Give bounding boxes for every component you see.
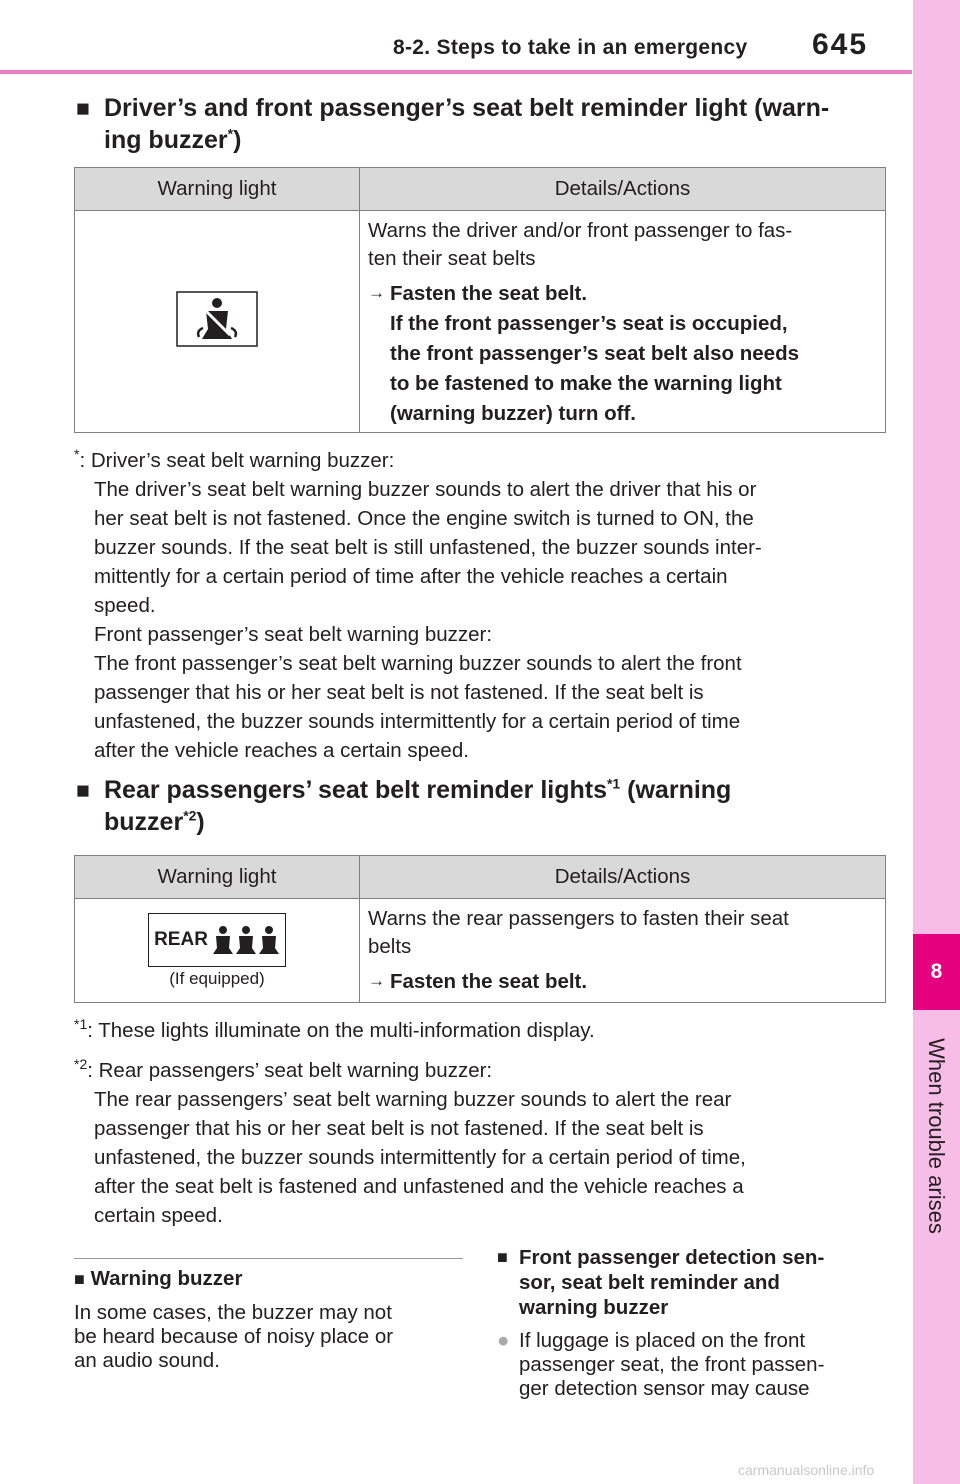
- col-details-actions: Details/Actions: [360, 856, 886, 899]
- section1-heading-line1: Driver’s and front passenger’s seat belt reminder light (warn-: [104, 94, 830, 122]
- action-text: Fasten the seat belt. If the front passenger’s seat is occupied, the front passenger’s seat belt also needs to be fastened to make the warning light (warning buzzer) turn off.: [390, 282, 799, 425]
- warning-buzzer-heading: ■ Warning buzzer: [74, 1267, 243, 1290]
- section1-heading-line2: ing buzzer*): [104, 125, 242, 154]
- arrow-icon: →: [368, 283, 385, 302]
- action-text: Fasten the seat belt.: [390, 970, 588, 993]
- chapter-title: When trouble arises: [924, 1038, 949, 1234]
- footnote-2: $^{*2}$: Rear passengers’ seat belt warning buzzer: The rear passengers’ seat belt warning buzzer sounds to alert the rear passenger that his or her seat belt is not fastened. If the seat belt is unfastened, the buzzer sounds intermittently for a certain period of time, after the seat belt is fastened and unfastened and the vehicle reaches a certain speed.: [74, 1056, 746, 1227]
- section-marker: ■: [76, 95, 90, 121]
- section2-heading: [76, 774, 731, 838]
- chapter-number: 8: [913, 934, 960, 1010]
- if-equipped-note: (If equipped): [169, 969, 265, 988]
- detail-text: Warns the driver and/or front passenger to fas- ten their seat belts: [368, 219, 793, 270]
- col-warning-light: Warning light: [75, 168, 360, 211]
- passenger-icons: [212, 924, 280, 956]
- column-rule: [74, 1258, 463, 1259]
- footnote-driver-buzzer: *: Driver’s seat belt warning buzzer: The driver’s seat belt warning buzzer sounds to alert the driver that his or her seat belt is not fastened. Once the engine switch is turned to ON, the buzzer sounds. If the seat belt is still unfastened, the buzzer sounds inter- mittently for a certain period of time after the vehicle reaches a certain speed. Front passenger’s seat belt warning buzzer: The front passenger’s seat belt warning buzzer sounds to alert the front passenger that his or her seat belt is not fastened. If the seat belt is unfastened, the buzzer sounds intermittently for a certain period of time after the vehicle reaches a certain speed.: [74, 446, 762, 762]
- watermark: carmanualsonline.info: [738, 1462, 875, 1478]
- header-rule: [0, 70, 912, 74]
- bullet-icon: ●: [497, 1329, 510, 1352]
- seat-belt-icon: [176, 291, 258, 347]
- warning-buzzer-text: In some cases, the buzzer may not be heard because of noisy place or an audio sound.: [74, 1301, 394, 1372]
- details-cell: [360, 899, 886, 1003]
- action-item: [368, 967, 875, 997]
- warning-light-table-1: [74, 167, 886, 433]
- arrow-icon: →: [368, 971, 385, 990]
- section-marker: ■: [76, 777, 90, 803]
- passenger-detection-heading: ■ Front passenger detection sen- sor, seat belt reminder and warning buzzer: [497, 1246, 825, 1319]
- col-warning-light: Warning light: [75, 856, 360, 899]
- col-details-actions: Details/Actions: [360, 168, 886, 211]
- warning-light-table-2: [74, 855, 886, 1003]
- section-header: 8-2. Steps to take in an emergency: [393, 36, 748, 59]
- section2-heading-line2: buzzer$^{*2}$): [104, 807, 205, 836]
- warning-light-cell: [75, 211, 360, 433]
- rear-seat-belt-icon: REAR: [148, 913, 286, 967]
- detail-text: Warns the rear passengers to fasten their seat belts: [368, 907, 789, 958]
- footnote-1: $^{*1}$: These lights illuminate on the multi-information display.: [74, 1016, 595, 1042]
- chapter-side-tab: [913, 0, 960, 1484]
- warning-light-cell: [75, 899, 360, 1003]
- section2-heading-line1: Rear passengers’ seat belt reminder lights$^{*1}$ (warning: [104, 775, 732, 804]
- page-number: 645: [812, 28, 869, 61]
- section1-heading: [76, 92, 829, 156]
- action-item: [368, 279, 875, 429]
- details-cell: [360, 211, 886, 433]
- passenger-detection-text: ● If luggage is placed on the front passenger seat, the front passen- ger detection sensor may cause: [497, 1329, 825, 1400]
